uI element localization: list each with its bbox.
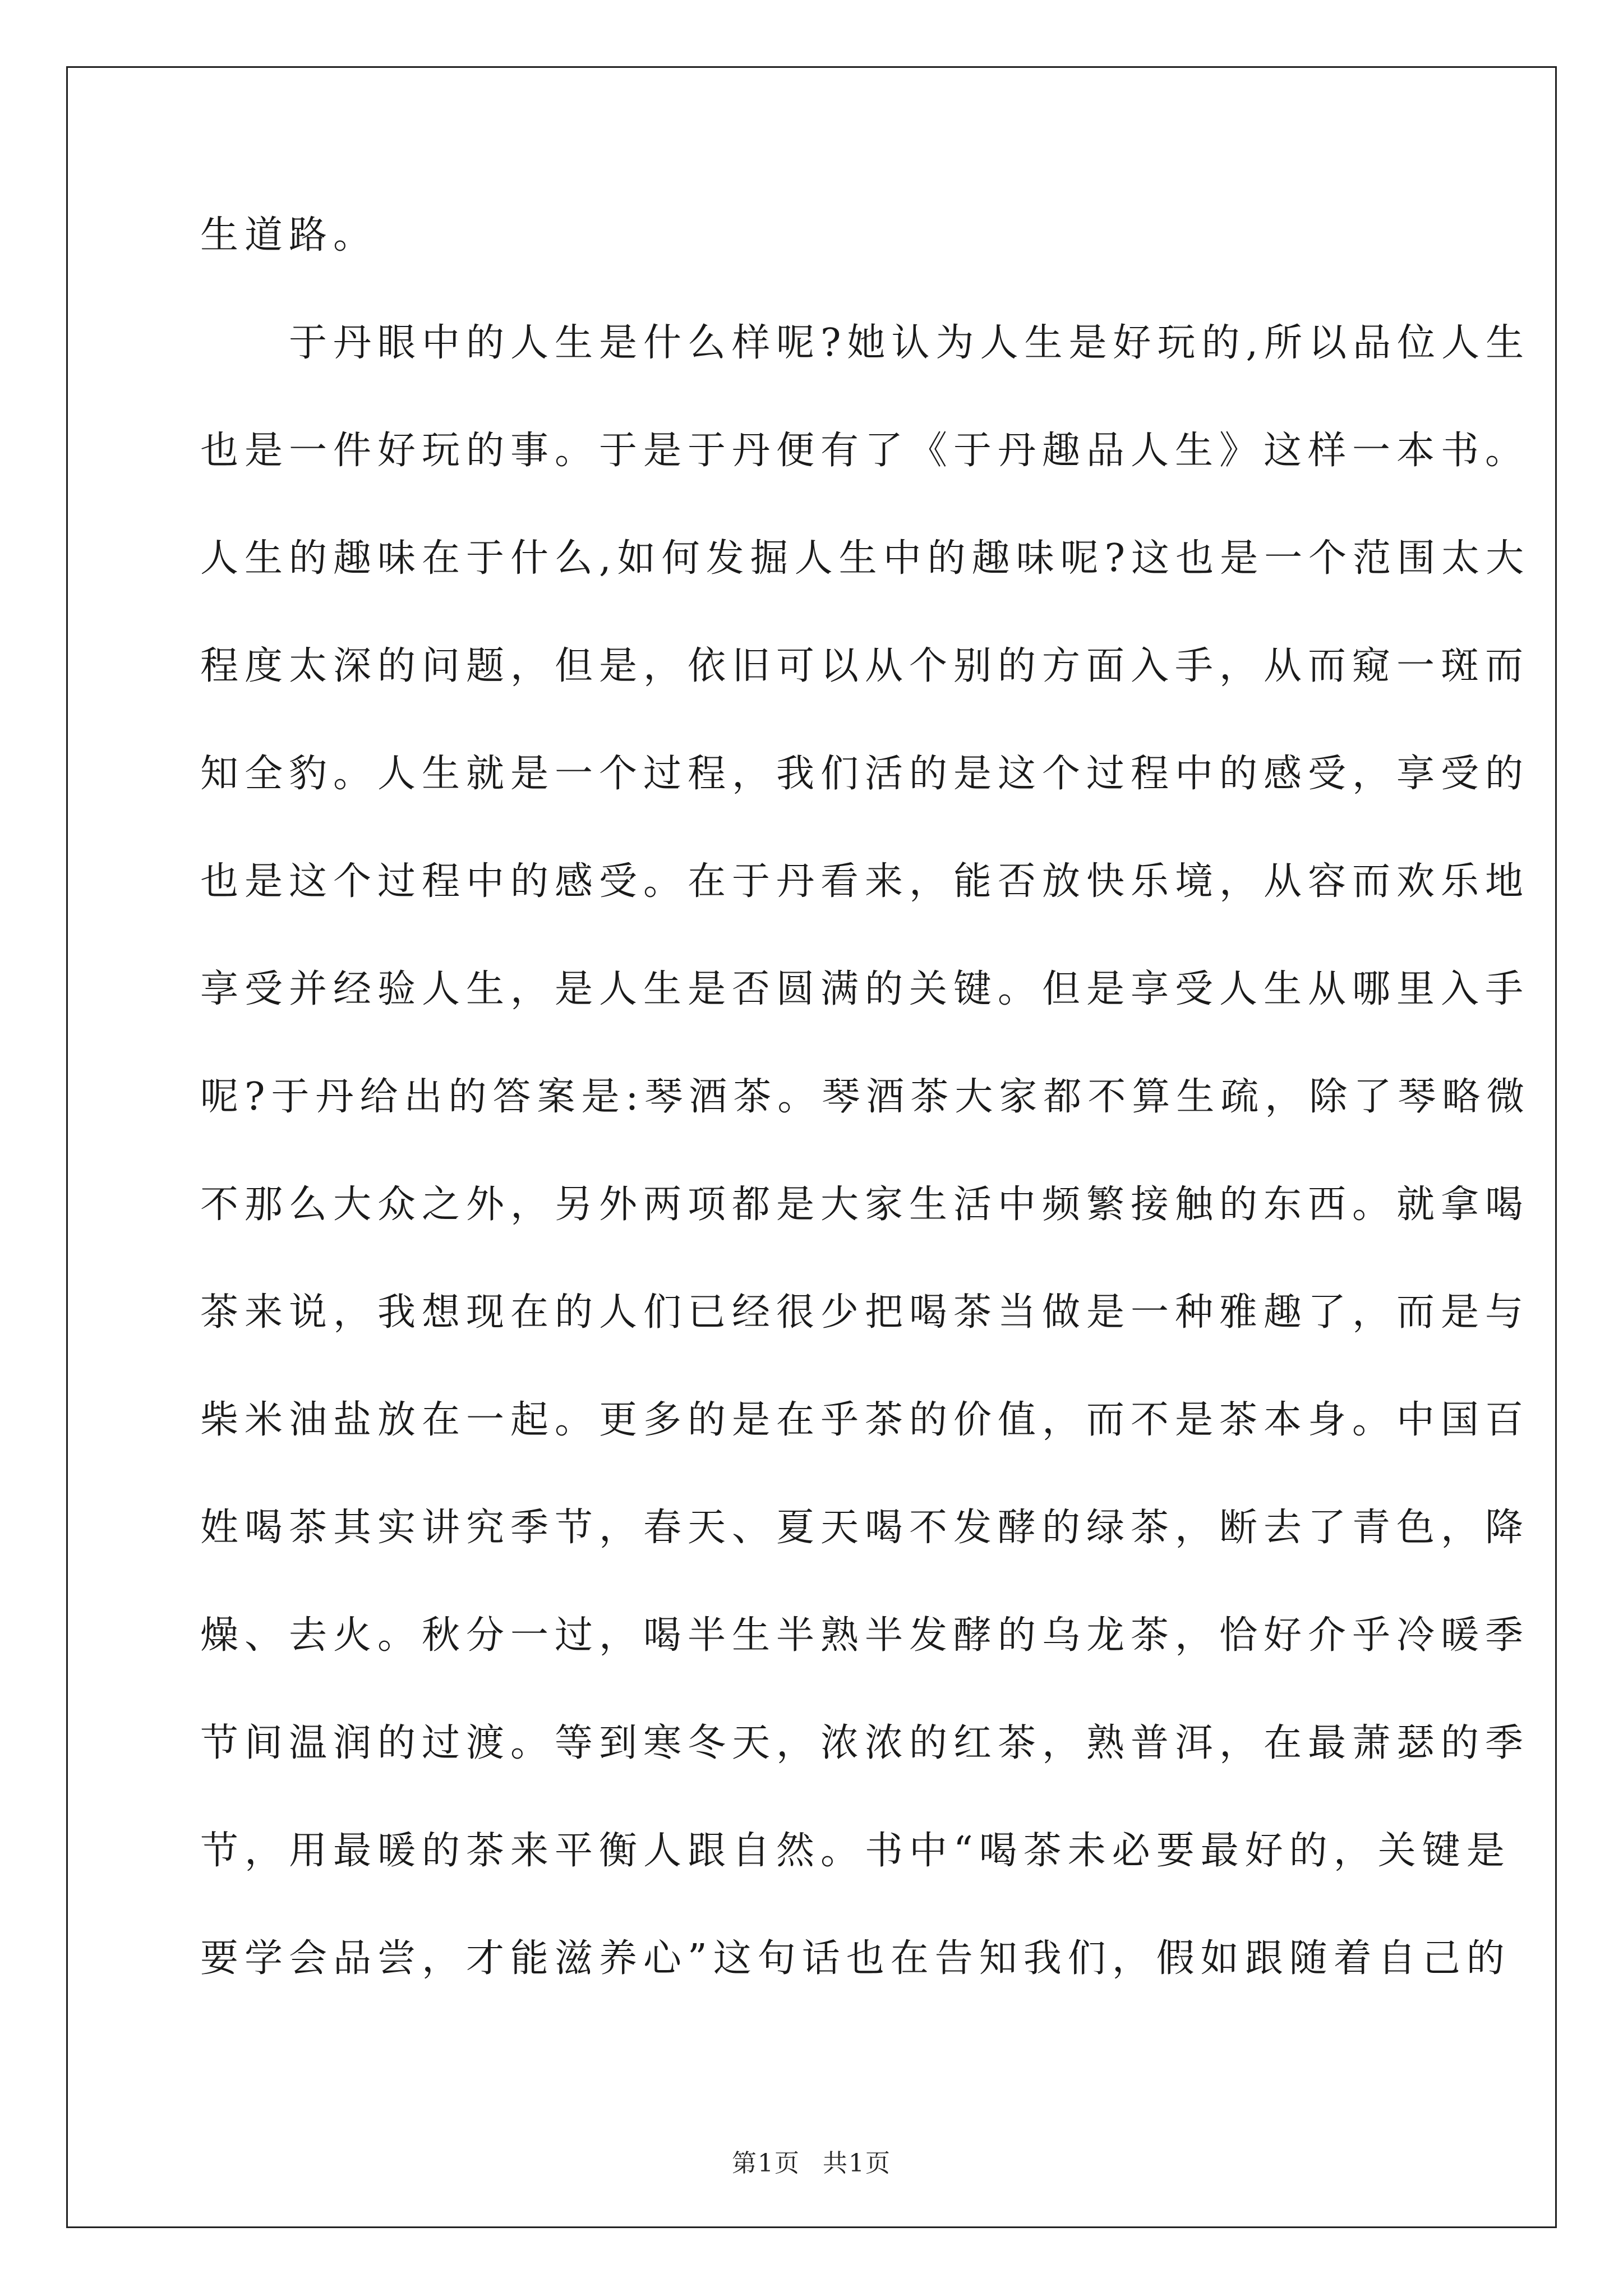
text-line: 享受并经验人生，是人生是否圆满的关键。但是享受人生从哪里入手: [200, 967, 1530, 1011]
paragraph-2: [200, 316, 1531, 1986]
document-body: [200, 209, 1531, 1986]
text-line: 节间温润的过渡。等到寒冬天，浓浓的红茶，熟普洱，在最萧瑟的季: [200, 1721, 1530, 1765]
text-line: 程度太深的问题，但是，依旧可以从个别的方面入手，从而窥一斑而: [200, 644, 1530, 688]
text-line: 节，用最暖的茶来平衡人跟自然。书中“喝茶未必要最好的，关键是: [200, 1829, 1511, 1873]
text-line: 人生的趣味在于什么,如何发掘人生中的趣味呢?这也是一个范围太大: [200, 536, 1530, 581]
page-footer: [0, 2143, 1623, 2179]
text-line: [200, 316, 1530, 370]
line-gap: [200, 1555, 1434, 1609]
text-line: 燥、去火。秋分一过，喝半生半熟半发酵的乌龙茶，恰好介乎冷暖季: [200, 1613, 1530, 1658]
line-gap: [200, 1340, 1434, 1393]
text-line: 茶来说，我想现在的人们已经很少把喝茶当做是一种雅趣了，而是与: [200, 1290, 1530, 1335]
paragraph-1: [200, 209, 1434, 263]
line-gap: [200, 1663, 1434, 1717]
page-number: 第1页: [732, 2149, 800, 2178]
text-line: 生道路。: [200, 213, 378, 257]
line-gap: [200, 801, 1434, 855]
line-gap: [200, 1447, 1434, 1501]
text-line-content: 于丹眼中的人生是什么样呢?她认为人生是好玩的,所以品位人生: [289, 321, 1530, 365]
line-gap: [200, 1016, 1434, 1070]
line-gap: [200, 1770, 1434, 1824]
line-gap: [200, 1124, 1434, 1178]
line-gap: [200, 909, 1434, 963]
line-gap: [200, 693, 1434, 747]
text-line: 柴米油盐放在一起。更多的是在乎茶的价值，而不是茶本身。中国百: [200, 1398, 1530, 1442]
text-line: 也是这个过程中的感受。在于丹看来，能否放快乐境，从容而欢乐地: [200, 859, 1530, 904]
text-line: 知全豹。人生就是一个过程，我们活的是这个过程中的感受，享受的: [200, 752, 1530, 796]
line-gap: [200, 1232, 1434, 1286]
line-gap: [200, 586, 1434, 639]
paragraph-gap: [200, 263, 1434, 316]
line-gap: [200, 1878, 1434, 1932]
text-line: 姓喝茶其实讲究季节，春天、夏天喝不发酵的绿茶，断去了青色，降: [200, 1506, 1530, 1550]
text-line: 也是一件好玩的事。于是于丹便有了《于丹趣品人生》这样一本书。: [200, 429, 1530, 473]
page-total: 共1页: [823, 2149, 891, 2178]
line-gap: [200, 478, 1434, 532]
line-gap: [200, 370, 1434, 424]
text-line: 呢?于丹给出的答案是:琴酒茶。琴酒茶大家都不算生疏，除了琴略微: [200, 1075, 1531, 1119]
text-line: 不那么大众之外，另外两项都是大家生活中频繁接触的东西。就拿喝: [200, 1182, 1530, 1227]
text-line: 要学会品尝，才能滋养心”这句话也在告知我们，假如跟随着自己的: [200, 1936, 1511, 1981]
